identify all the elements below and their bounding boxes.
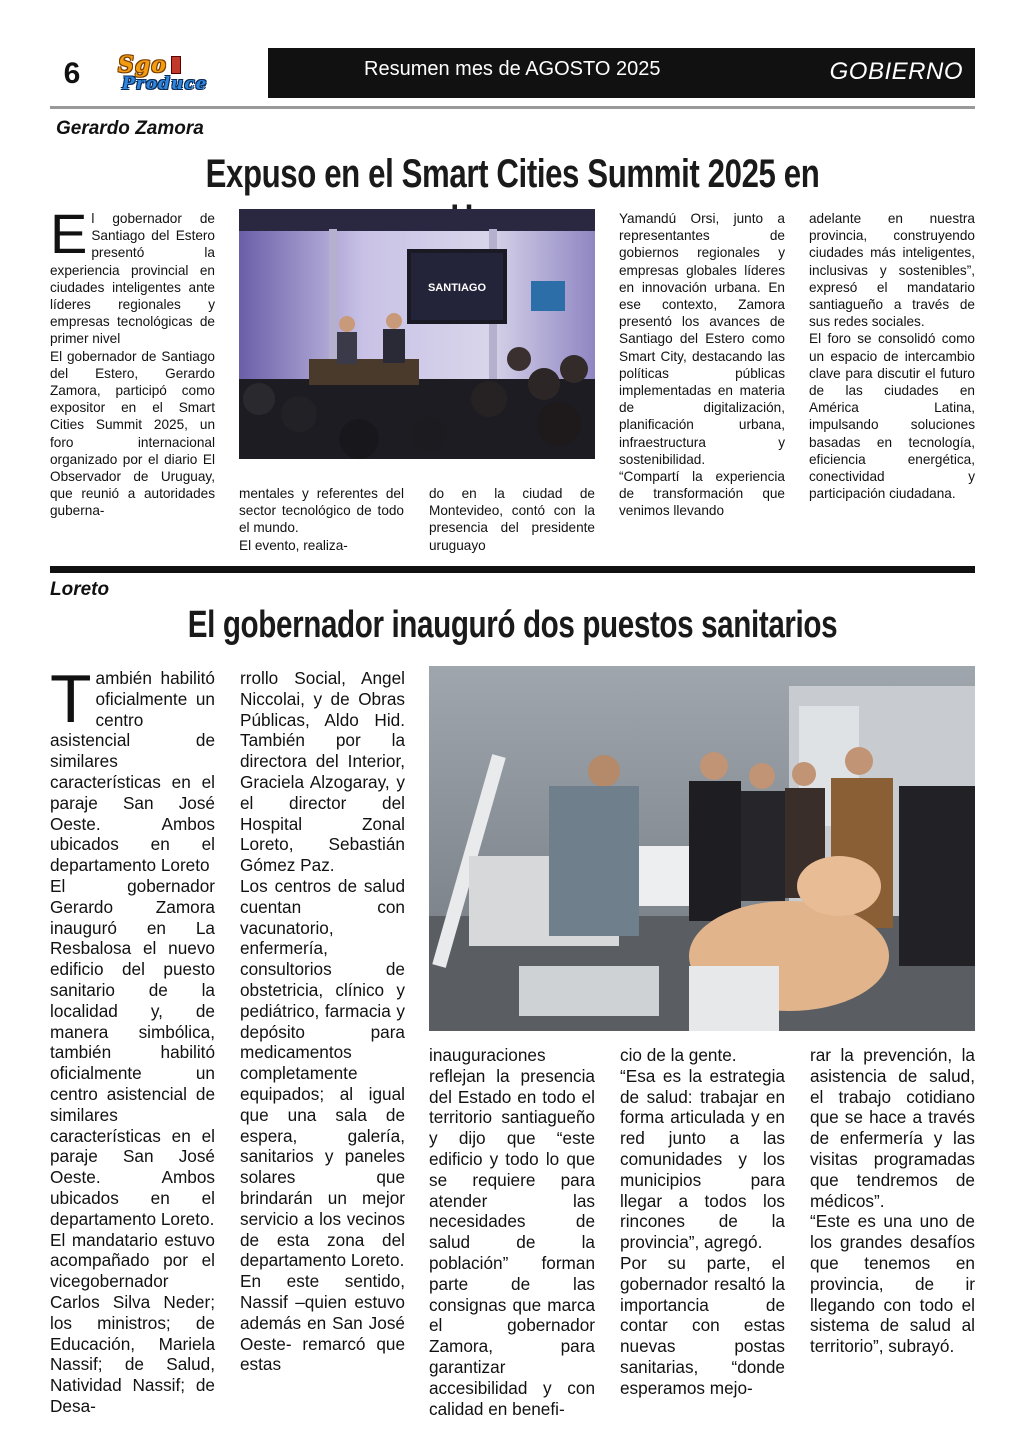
- article-column-5: [810, 1045, 975, 1357]
- paragraph: El mandatario estuvo acompañado por el vicegobernador Carlos Silva Neder; los ministros; de Educación, Mariela Nassif; de Salud, Natividad Nassif; de Desa-: [50, 1229, 215, 1416]
- paragraph: Por su parte, el gobernador resaltó la importancia de contar con estas nuevas postas sanitarias, “donde esperamos mejo-: [620, 1252, 785, 1398]
- article-column-2: [239, 485, 404, 554]
- paragraph: cio de la gente.: [620, 1045, 737, 1065]
- paragraph: “Este es una uno de los grandes desafíos que tenemos en provincia, de ir llegando con todo el sistema de salud al territorio”, subrayó.: [810, 1211, 975, 1357]
- paragraph: mentales y referentes del sector tecnológico de todo el mundo.: [239, 486, 404, 536]
- article-column-4: [620, 1045, 785, 1399]
- paragraph: El foro se consolidó como un espacio de intercambio clave para discutir el futuro de las ciudades en América Latina, impulsando soluciones basadas en tecnología, eficiencia energética, conectividad y participación ciudadana.: [809, 331, 975, 502]
- article-column-5: [809, 210, 975, 502]
- health-post-photo: [429, 666, 975, 1031]
- paragraph: inauguraciones reflejan la presencia del Estado en todo el territorio santiagueño y dijo que “este edificio y todo lo que se requiere para atender las necesidades de salud de la población” forman parte de las consignas que marca el gobernador Zamora, para garantizar accesibilidad y con calidad en benefi-: [429, 1045, 595, 1419]
- paragraph: do en la ciudad de Montevideo, contó con la presencia del presidente uruguayo: [429, 486, 595, 553]
- paragraph: adelante en nuestra provincia, construyendo ciudades más inteligentes, inclusivas y sostenibles”, expresó el mandatario santiagueño a través de sus redes sociales.: [809, 211, 975, 330]
- dental-room-image: [429, 666, 975, 1031]
- article-kicker: Loreto: [50, 579, 110, 600]
- issue-summary: Resumen mes de AGOSTO 2025: [364, 58, 661, 80]
- paragraph: Los centros de salud cuentan con vacunatorio, enfermería, consultorios de obstetricia, clínico y pediátrico, farmacia y depósito para medicamentos completamente equipados; al igual que una sala de espera, galería, sanitarios y paneles solares que brindarán un mejor servicio a los vecinos de esta zona del departamento Loreto.: [240, 875, 405, 1271]
- section-name: GOBIERNO: [829, 58, 963, 85]
- paragraph: En este sentido, Nassif –quien estuvo además en San José Oeste- remarcó que estas: [240, 1271, 405, 1375]
- article-column-2: [240, 668, 405, 1375]
- article-column-4: [619, 210, 785, 520]
- paragraph: “Esa es la estrategia de salud: trabajar en forma articulada y en red junto a las comunidades y los municipios para llegar a todos los rincones de la provincia”, agregó.: [620, 1065, 785, 1253]
- paragraph: rrollo Social, Angel Niccolai, y de Obras Públicas, Aldo Hid. También por la directora del Interior, Graciela Alzogaray, y el director del Hospital Zonal Loreto, Sebastián Gómez Paz.: [240, 668, 405, 876]
- summit-stage-photo: [239, 209, 595, 459]
- article-headline: Expuso en el Smart Cities Summit 2025 en: [205, 152, 820, 196]
- article-column-3: [429, 1045, 595, 1419]
- article-column-1: [50, 661, 215, 1417]
- paragraph: Yamandú Orsi, junto a representantes de gobiernos regionales y empresas globales líderes en innovación urbana. En ese contexto, Zamora presentó los avances de Santiago del Estero como Smart City, destacando las políticas públicas implementadas en materia de digitalización, planificación urbana, infraestructura y sostenibilidad.: [619, 211, 785, 467]
- article-headline: El gobernador inauguró dos puestos sanitarios: [187, 604, 838, 646]
- article-column-3: [429, 485, 595, 554]
- summit-stage-image: [239, 209, 595, 459]
- article-divider: [50, 566, 975, 573]
- screen-label: SANTIAGO: [427, 282, 487, 294]
- paragraph: rar la prevención, la asistencia de salud, el trabajo cotidiano que se hace a través de enfermería y las visitas programadas que tendremos de médicos”.: [810, 1045, 975, 1211]
- paragraph: El gobernador Gerardo Zamora inauguró en La Resbalosa el nuevo edificio del puesto sanitario de la localidad y, de manera simbólica, también habilitó oficialmente un centro asistencial de similares características en el paraje San José Oeste. Ambos ubicados en el departamento Loreto.: [50, 875, 215, 1229]
- paragraph: ambién habilitó oficialmente un centro asistencial de similares características en el paraje San José Oeste. Ambos ubicados en el departamento Loreto: [50, 668, 215, 876]
- paragraph: l gobernador de Santiago del Estero presentó la experiencia provincial en ciudades inteligentes ante líderes regionales y empresas tecnológicas de primer nivel: [50, 211, 215, 347]
- drop-cap: T: [50, 661, 92, 737]
- article-column-1: [50, 202, 215, 520]
- header-bar: [268, 48, 975, 98]
- publication-logo: Sgo Produce: [118, 52, 208, 94]
- drop-cap: E: [50, 202, 88, 265]
- paragraph: “Compartí la experiencia de transformación que venimos llevando: [619, 469, 785, 519]
- article-kicker: Gerardo Zamora: [56, 118, 204, 139]
- header-rule: [50, 106, 975, 109]
- page-number: 6: [63, 57, 81, 90]
- paragraph: El evento, realiza-: [239, 537, 348, 553]
- paragraph: El gobernador de Santiago del Estero, Gerardo Zamora, participó como expositor en el Smart Cities Summit 2025, un foro internacional organizado por el diario El Observador de Uruguay, que reunió a autoridades guberna-: [50, 348, 215, 519]
